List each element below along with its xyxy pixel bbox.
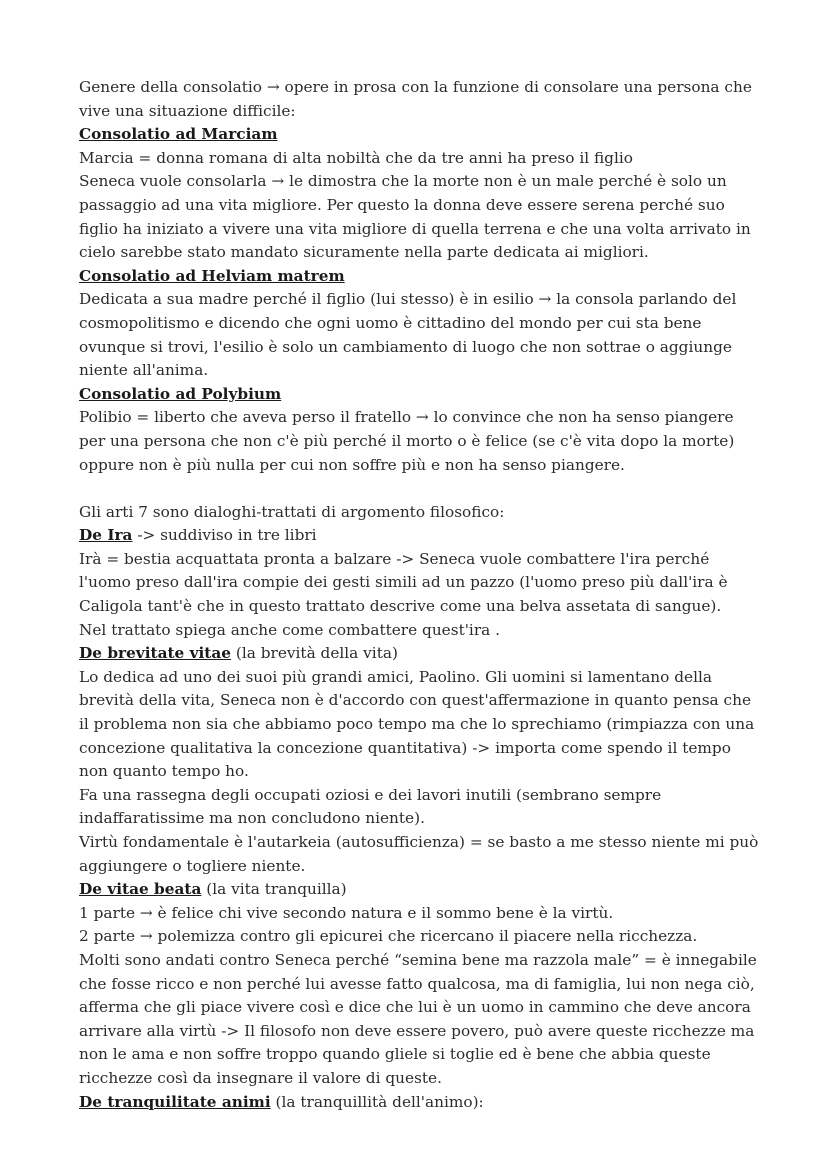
de-ira-suffix: -> suddiviso in tre libri [132,526,317,545]
de-vitae-beata-paragraph-1: 1 parte → è felice chi vive secondo natura e il sommo bene è la virtù. [79,903,614,922]
heading-de-ira: De Ira [79,526,133,545]
de-tranquilitate-suffix: (la tranquillità dell'animo): [270,1092,484,1111]
de-brevitate-paragraph-3: Virtù fondamentale è l'autarkeia (autosufficienza) = se basto a me stesso niente mi può aggiungere o togliere niente. [79,833,759,875]
blank-line [79,477,759,501]
de-vitae-beata-suffix: (la vita tranquilla) [201,880,347,899]
heading-de-vitae-beata: De vitae beata [79,880,202,899]
de-brevitate-suffix: (la brevità della vita) [231,644,398,663]
document-page [79,76,759,1114]
de-brevitate-paragraph-1: Lo dedica ad uno dei suoi più grandi amici, Paolino. Gli uomini si lamentano della brevità della vita, Seneca non è d'accordo con quest'affermazione in quanto pensa che il problema non sia che abbiamo poco tempo ma che lo sprechiamo (rimpiazza con una concezione qualitativa la concezione quantitativa) -> importa come spendo il tempo non quanto tempo ho. [79,667,755,781]
de-vitae-beata-paragraph-2: 2 parte → polemizza contro gli epicurei che ricercano il piacere nella ricchezza. [79,927,698,946]
helviam-paragraph-1: Dedicata a sua madre perché il figlio (lui stesso) è in esilio → la consola parlando del cosmopolitismo e dicendo che ogni uomo è cittadino del mondo per cui sta bene ovunque si trovi, l'esilio è solo un cambiamento di luogo che non sottrae o aggiunge niente all'anima. [79,290,737,380]
intro-paragraph: Genere della consolatio → opere in prosa con la funzione di consolare una persona che vive una situazione difficile: [79,78,752,120]
de-vitae-beata-paragraph-3: Molti sono andati contro Seneca perché “semina bene ma razzola male” = è innegabile che fosse ricco e non perché lui avesse fatto qualcosa, ma di famiglia, lui non nega ciò, afferma che gli piace vivere così e dice che lui è un uomo in cammino che deve ancora arrivare alla virtù -> Il filosofo non deve essere povero, può avere queste ricchezze ma non le ama e non soffre troppo quando gliele si toglie ed è bene che abbia queste ricchezze così da insegnare il valore di queste. [79,950,757,1087]
de-ira-paragraph-2: Nel trattato spiega anche come combattere quest'ira . [79,620,500,639]
heading-de-brevitate-vitae: De brevitate vitae [79,644,232,663]
de-brevitate-paragraph-2: Fa una rassegna degli occupati oziosi e dei lavori inutili (sembrano sempre indaffaratissime ma non concludono niente). [79,785,662,828]
de-tranquilitate-line [79,1091,759,1115]
marciam-paragraph-2: Seneca vuole consolarla → le dimostra che la morte non è un male perché è solo un passaggio ad una vita migliore. Per questo la donna deve essere serena perché suo figlio ha iniziato a vivere una vita migliore di quella terrena e che una volta arrivato in cielo sarebbe stato mandato sicuramente nella parte dedicata ai migliori. [79,172,751,262]
heading-consolatio-polybium: Consolatio ad Polybium [79,384,282,403]
polybium-paragraph-1: Polibio = liberto che aveva perso il fratello → lo convince che non ha senso piangere per una persona che non c'è più perché il morto o è felice (se c'è vita dopo la morte) oppure non è più nulla per cui non soffre più e non ha senso piangere. [79,408,735,474]
heading-consolatio-helviam: Consolatio ad Helviam matrem [79,266,345,285]
dialoghi-intro: Gli arti 7 sono dialoghi-trattati di argomento filosofico: [79,502,505,521]
marciam-paragraph-1: Marcia = donna romana di alta nobiltà che da tre anni ha preso il figlio [79,148,633,167]
heading-consolatio-marciam: Consolatio ad Marciam [79,125,278,144]
heading-de-tranquilitate-animi: De tranquilitate animi [79,1092,271,1111]
de-ira-line [79,524,759,548]
de-brevitate-line [79,642,759,666]
de-vitae-beata-line [79,878,759,902]
de-ira-paragraph-1: Irà = bestia acquattata pronta a balzare -> Seneca vuole combattere l'ira perché l'uomo preso dall'ira compie dei gesti simili ad un pazzo (l'uomo preso più dall'ira è Caligola tant'è che in questo trattato descrive come una belva assetata di sangue). [79,549,728,616]
